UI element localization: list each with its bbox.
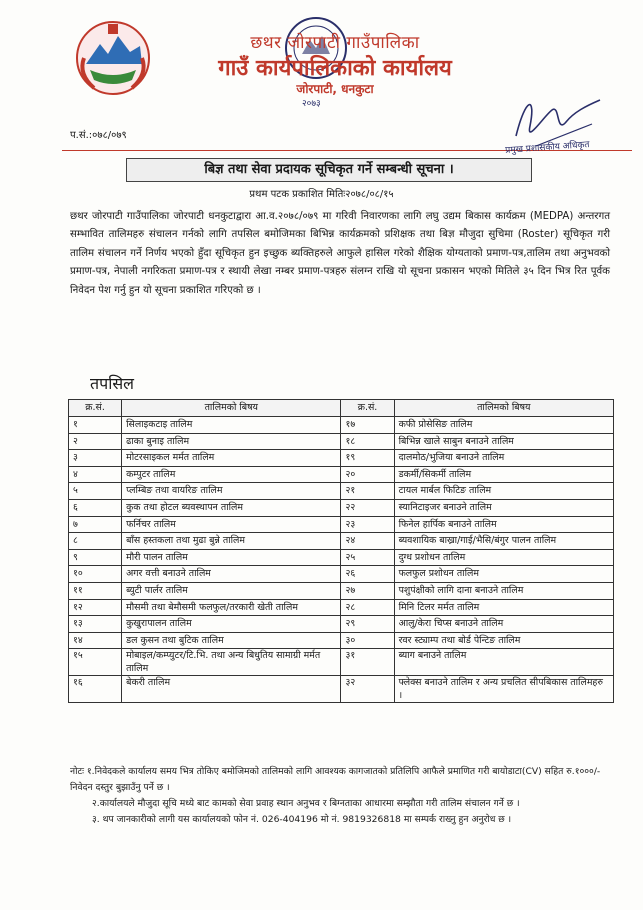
row-sn-2: २० xyxy=(341,466,394,483)
row-sn-2: २५ xyxy=(341,549,394,566)
table-row xyxy=(69,533,614,550)
row-sn: ९ xyxy=(69,549,122,566)
signature-caption: प्रमुख प्रशासकीय अधिकृत xyxy=(504,140,590,156)
row-sn-2: १७ xyxy=(341,417,394,434)
table-row xyxy=(69,499,614,516)
header-office: गाउँ कार्यपालिकाको कार्यालय xyxy=(218,56,452,81)
row-subject: कम्पुटर तालिम xyxy=(122,466,341,483)
header-municipality: छथर जोरपाटी गाउँपालिका xyxy=(250,33,420,53)
row-sn-2: २३ xyxy=(341,516,394,533)
row-subject: कुखुरापालन तालिम xyxy=(122,616,341,633)
table-row xyxy=(69,549,614,566)
row-subject: डल कुसन तथा बुटिक तालिम xyxy=(122,632,341,649)
row-subject-2: फिनेल हार्पिक बनाउने तालिम xyxy=(394,516,613,533)
table-row xyxy=(69,466,614,483)
table-row xyxy=(69,433,614,450)
row-subject-2: ब्यवशायिक बाख्रा/गाई/भैसि/बंगुर पालन तालिम xyxy=(394,533,613,550)
row-sn: ५ xyxy=(69,483,122,500)
table-row xyxy=(69,676,614,703)
row-sn-2: १९ xyxy=(341,450,394,467)
row-sn: १ xyxy=(69,417,122,434)
row-subject: अगर वत्ती बनाउने तालिम xyxy=(122,566,341,583)
row-subject: बेकरी तालिम xyxy=(122,676,341,703)
publication-date: प्रथम पटक प्रकाशित मितिः२०७८/०८/१५ xyxy=(249,189,394,200)
row-subject: बाँस हस्तकला तथा मुढा बुन्ने तालिम xyxy=(122,533,341,550)
row-subject: मौसमी तथा बेमौसमी फलफुल/तरकारी खेती तालिम xyxy=(122,599,341,616)
row-sn: ३ xyxy=(69,450,122,467)
row-sn: १६ xyxy=(69,676,122,703)
header-address: जोरपाटी, धनकुटा xyxy=(296,82,374,96)
table-row xyxy=(69,649,614,676)
row-subject-2: फलफुल प्रशोधन तालिम xyxy=(394,566,613,583)
row-sn: १२ xyxy=(69,599,122,616)
row-subject-2: स्यानिटाइजर बनाउने तालिम xyxy=(394,499,613,516)
row-subject: सिलाइकटाइ तालिम xyxy=(122,417,341,434)
table-row xyxy=(69,632,614,649)
row-sn-2: २७ xyxy=(341,582,394,599)
table-row xyxy=(69,566,614,583)
notes-section xyxy=(70,764,610,828)
row-subject-2: मिनि टिलर मर्मत तालिम xyxy=(394,599,613,616)
notes-label: नोटः xyxy=(70,766,84,777)
table-row xyxy=(69,582,614,599)
table-row xyxy=(69,616,614,633)
row-sn: ७ xyxy=(69,516,122,533)
row-sn: १५ xyxy=(69,649,122,676)
row-subject-2: रवर स्ट्याम्प तथा बोर्ड पेन्टिङ तालिम xyxy=(394,632,613,649)
row-subject-2: टायल मार्बल फिटिङ तालिम xyxy=(394,483,613,500)
row-subject: मौरी पालन तालिम xyxy=(122,549,341,566)
row-subject-2: फ्लेक्स बनाउने तालिम र अन्य प्रचलित सीपबिकास तालिमहरु । xyxy=(394,676,613,703)
row-subject-2: पशुपंक्षीको लागि दाना बनाउने तालिम xyxy=(394,582,613,599)
notice-title: बिज्ञ तथा सेवा प्रदायक सूचिकृत गर्ने सम्बन्धी सूचना । xyxy=(126,158,532,182)
note-2: २.कार्यालयले मौजुदा सूचि मध्ये बाट कामको सेवा प्रवाह स्थान अनुभव र बिग्नताका आधारमा सम्झौता गरी तालिम संचालन गर्ने छ । xyxy=(92,798,520,809)
row-sn-2: २४ xyxy=(341,533,394,550)
row-sn-2: २१ xyxy=(341,483,394,500)
table-row xyxy=(69,516,614,533)
row-subject: ढाका बुनाइ तालिम xyxy=(122,433,341,450)
row-subject: ब्युटी पार्लर तालिम xyxy=(122,582,341,599)
row-subject-2: डकर्मी/सिकर्मी तालिम xyxy=(394,466,613,483)
row-subject: कुक तथा होटल ब्यवस्थापन तालिम xyxy=(122,499,341,516)
row-subject-2: कफी प्रोसेसिङ तालिम xyxy=(394,417,613,434)
row-sn-2: ३१ xyxy=(341,649,394,676)
table-row xyxy=(69,417,614,434)
row-subject: मोटरसाइकल मर्मत तालिम xyxy=(122,450,341,467)
row-sn-2: २८ xyxy=(341,599,394,616)
col-header-sn: क्र.सं. xyxy=(69,400,122,417)
row-sn-2: २२ xyxy=(341,499,394,516)
table-row xyxy=(69,483,614,500)
row-sn: १० xyxy=(69,566,122,583)
row-sn-2: २६ xyxy=(341,566,394,583)
row-sn: ११ xyxy=(69,582,122,599)
row-subject: प्लम्बिङ तथा वायरिङ तालिम xyxy=(122,483,341,500)
row-sn: ६ xyxy=(69,499,122,516)
note-1: १.निवेदकले कार्यालय समय भित्र तोकिए बमोजिमको तालिमको लागि आवश्यक कागजातको प्रतिलिपि आफैले प्रमाणित गरी बायोडाटा(CV) सहित रु.१०००/- निवेदन दस्तुर बुझाउँनु पर्ने छ । xyxy=(70,766,601,793)
row-subject-2: ब्याग बनाउने तालिम xyxy=(394,649,613,676)
notice-body: छथर जोरपाटी गाउँपालिका जोरपाटी धनकुटाद्वारा आ.व.२०७८/०७९ मा गरिवी निवारणका लागि लघु उद्यम बिकास कार्यक्रम (MEDPA) अन्तरगत सम्भावित तालिमहरु संचालन गर्नको लागि तपसिल बमोजिमका बिभिन्न कार्यक्रमको प्रशिक्षक तथा बिज्ञ मौजुदा सुचिमा (Roster) सूचिकृत गरी तालिम संचालन गर्ने निर्णय भएको हुँदा सूचिकृत हुन इच्छुक ब्यक्तिहरुले आफुले हासिल गरेको शैक्षिक योग्यताको प्रमाण-पत्र,तालिम तथा अनुभवको प्रमाण-पत्र, नेपाली नगरिकता प्रमाण-पत्र र स्थायी लेखा नम्बर प्रमाण-पत्रहरु संलग्न राखि यो सूचना प्रकासन भएको मितिले ३५ दिन भित्र रित पूर्वक निवेदन पेश गर्नु हुन यो सूचना प्रकाशित गरिएको छ । xyxy=(70,211,610,296)
table-row xyxy=(69,599,614,616)
row-sn: ८ xyxy=(69,533,122,550)
row-sn: ४ xyxy=(69,466,122,483)
table-header-row xyxy=(69,400,614,417)
row-subject-2: बिभिन्न खाले साबुन बनाउने तालिम xyxy=(394,433,613,450)
row-sn-2: २९ xyxy=(341,616,394,633)
training-table xyxy=(68,399,614,703)
row-subject-2: आलु/केरा चिप्स बनाउने तालिम xyxy=(394,616,613,633)
row-sn-2: ३२ xyxy=(341,676,394,703)
row-sn-2: १८ xyxy=(341,433,394,450)
table-row xyxy=(69,450,614,467)
row-sn: १४ xyxy=(69,632,122,649)
row-subject-2: दुग्ध प्रशोधन तालिम xyxy=(394,549,613,566)
col-header-subject: तालिमको बिषय xyxy=(122,400,341,417)
col-header-subject-2: तालिमको बिषय xyxy=(394,400,613,417)
tapasil-heading: तपसिल xyxy=(90,374,135,393)
row-subject-2: दालमोठ/भुजिया बनाउने तालिम xyxy=(394,450,613,467)
col-header-sn-2: क्र.सं. xyxy=(341,400,394,417)
note-3: ३. थप जानकारीको लागी यस कार्यालयको फोन नं. 026-404196 मो नं. 9819326818 मा सम्पर्क राख्नु हुन अनुरोध छ । xyxy=(92,814,512,825)
row-sn: २ xyxy=(69,433,122,450)
row-sn-2: ३० xyxy=(341,632,394,649)
seal-year: २०७३ xyxy=(302,99,321,109)
reference-number: प.सं.:०७८/०७९ xyxy=(70,130,127,141)
row-subject: मोबाइल/कम्प्युटर/टि.भि. तथा अन्य बिधुतिय सामाग्री मर्मत तालिम xyxy=(122,649,341,676)
row-subject: फर्निचर तालिम xyxy=(122,516,341,533)
row-sn: १३ xyxy=(69,616,122,633)
